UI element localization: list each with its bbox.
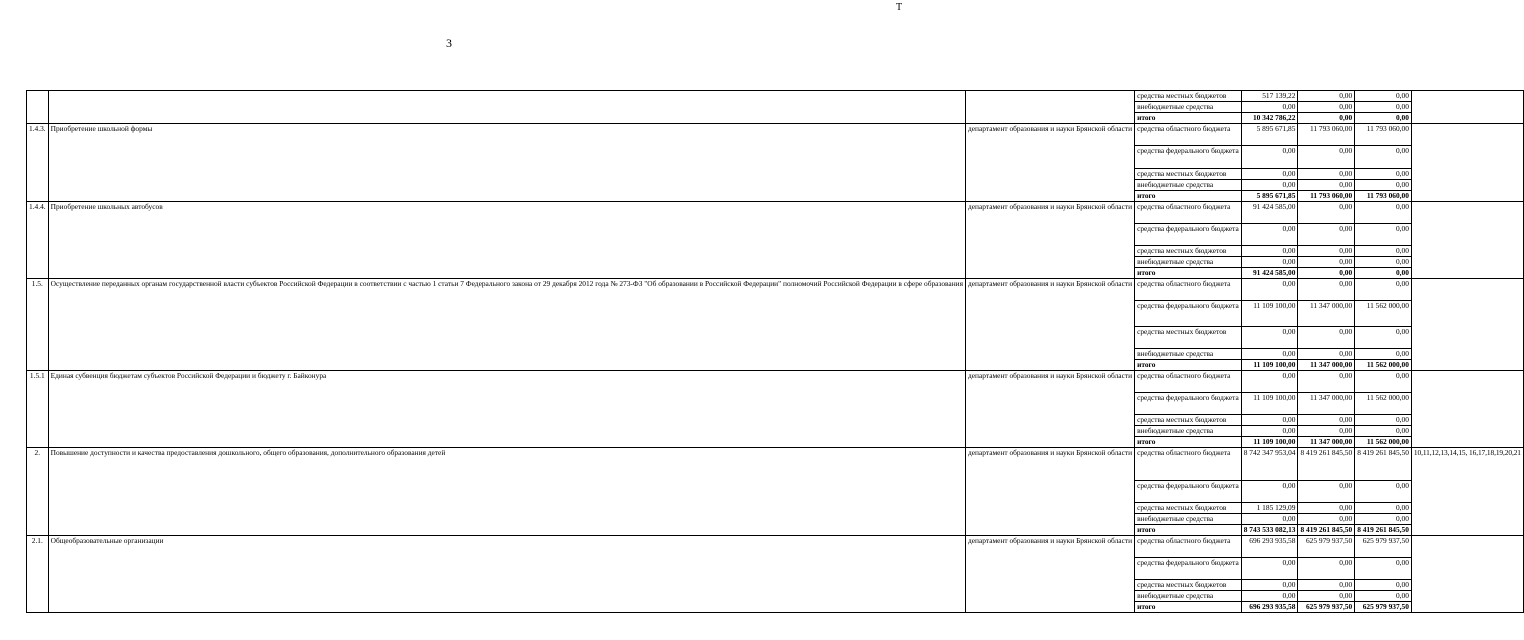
funding-source: итого: [1135, 268, 1242, 279]
corner-mark: Т: [896, 2, 903, 13]
amount-year-3: 11 793 060,00: [1355, 124, 1412, 146]
page-number: 3: [446, 36, 452, 50]
amount-year-3: 11 562 000,00: [1355, 360, 1412, 371]
amount-year-1: 11 109 100,00: [1241, 301, 1298, 327]
indicator-numbers: [1411, 536, 1523, 613]
amount-year-1: 5 895 671,85: [1241, 124, 1298, 146]
amount-year-2: 0,00: [1298, 426, 1355, 437]
amount-year-2: 0,00: [1298, 327, 1355, 349]
amount-year-3: 0,00: [1355, 202, 1412, 224]
amount-year-3: 0,00: [1355, 415, 1412, 426]
amount-year-1: 696 293 935,58: [1241, 602, 1298, 613]
amount-year-1: 517 139,22: [1241, 91, 1298, 102]
amount-year-1: 0,00: [1241, 349, 1298, 360]
funding-source: средства областного бюджета: [1135, 279, 1242, 301]
amount-year-2: 0,00: [1298, 246, 1355, 257]
row-number: 1.5.1: [27, 371, 49, 448]
amount-year-3: 0,00: [1355, 91, 1412, 102]
amount-year-1: 0,00: [1241, 371, 1298, 393]
funding-source: внебюджетные средства: [1135, 349, 1242, 360]
amount-year-2: 0,00: [1298, 180, 1355, 191]
funding-source: внебюджетные средства: [1135, 102, 1242, 113]
funding-source: итого: [1135, 360, 1242, 371]
amount-year-1: 0,00: [1241, 481, 1298, 503]
amount-year-1: 91 424 585,00: [1241, 202, 1298, 224]
amount-year-1: 0,00: [1241, 426, 1298, 437]
amount-year-2: 0,00: [1298, 169, 1355, 180]
executor-name: департамент образования и науки Брянской области: [966, 202, 1135, 279]
measure-name: [48, 91, 965, 124]
executor-name: департамент образования и науки Брянской области: [966, 371, 1135, 448]
amount-year-2: 0,00: [1298, 349, 1355, 360]
amount-year-3: 0,00: [1355, 426, 1412, 437]
funding-source: средства федерального бюджета: [1135, 393, 1242, 415]
measure-name: Повышение доступности и качества предоставления дошкольного, общего образования, дополнительного образования детей: [48, 448, 965, 536]
amount-year-3: 0,00: [1355, 481, 1412, 503]
executor-name: департамент образования и науки Брянской области: [966, 536, 1135, 613]
amount-year-2: 8 419 261 845,50: [1298, 525, 1355, 536]
measure-name: Осуществление переданных органам государственной власти субъектов Российской Федерации в соответствии с частью 1 статьи 7 Федерального закона от 29 декабря 2012 года № 273-ФЗ "Об образовании в Российской Федерации" полномочий Российской Федерации в сфере образования: [48, 279, 965, 371]
table-row: [27, 448, 1524, 481]
amount-year-3: 0,00: [1355, 169, 1412, 180]
amount-year-3: 0,00: [1355, 257, 1412, 268]
amount-year-2: 0,00: [1298, 257, 1355, 268]
table-row: [27, 279, 1524, 301]
amount-year-3: 625 979 937,50: [1355, 536, 1412, 558]
amount-year-2: 0,00: [1298, 91, 1355, 102]
funding-source: итого: [1135, 191, 1242, 202]
amount-year-2: 0,00: [1298, 102, 1355, 113]
amount-year-3: 0,00: [1355, 371, 1412, 393]
amount-year-3: 0,00: [1355, 102, 1412, 113]
amount-year-2: 11 347 000,00: [1298, 393, 1355, 415]
amount-year-1: 0,00: [1241, 580, 1298, 591]
funding-source: итого: [1135, 602, 1242, 613]
amount-year-3: 0,00: [1355, 246, 1412, 257]
measure-name: Единая субвенция бюджетам субъектов Российской Федерации и бюджету г. Байконура: [48, 371, 965, 448]
amount-year-2: 0,00: [1298, 514, 1355, 525]
amount-year-1: 5 895 671,85: [1241, 191, 1298, 202]
funding-source: средства местных бюджетов: [1135, 169, 1242, 180]
funding-source: итого: [1135, 525, 1242, 536]
indicator-numbers: [1411, 371, 1523, 448]
funding-source: внебюджетные средства: [1135, 591, 1242, 602]
amount-year-1: 11 109 100,00: [1241, 360, 1298, 371]
amount-year-1: 0,00: [1241, 514, 1298, 525]
amount-year-2: 11 347 000,00: [1298, 301, 1355, 327]
amount-year-1: 10 342 786,22: [1241, 113, 1298, 124]
amount-year-2: 0,00: [1298, 415, 1355, 426]
amount-year-3: 0,00: [1355, 580, 1412, 591]
amount-year-3: 11 562 000,00: [1355, 301, 1412, 327]
amount-year-3: 8 419 261 845,50: [1355, 525, 1412, 536]
funding-source: средства местных бюджетов: [1135, 415, 1242, 426]
amount-year-1: 0,00: [1241, 246, 1298, 257]
funding-source: средства областного бюджета: [1135, 202, 1242, 224]
table-row: [27, 202, 1524, 224]
amount-year-1: 11 109 100,00: [1241, 437, 1298, 448]
amount-year-3: 0,00: [1355, 503, 1412, 514]
indicator-numbers: 10,11,12,13,14,15, 16,17,18,19,20,21: [1411, 448, 1523, 536]
amount-year-3: 0,00: [1355, 514, 1412, 525]
amount-year-2: 0,00: [1298, 146, 1355, 169]
amount-year-1: 0,00: [1241, 279, 1298, 301]
funding-source: средства федерального бюджета: [1135, 146, 1242, 169]
executor-name: департамент образования и науки Брянской области: [966, 124, 1135, 202]
amount-year-1: 0,00: [1241, 327, 1298, 349]
amount-year-2: 0,00: [1298, 591, 1355, 602]
amount-year-1: 1 185 129,09: [1241, 503, 1298, 514]
funding-source: внебюджетные средства: [1135, 514, 1242, 525]
executor-name: [966, 91, 1135, 124]
amount-year-1: 8 743 533 082,13: [1241, 525, 1298, 536]
measure-name: Приобретение школьной формы: [48, 124, 965, 202]
amount-year-2: 0,00: [1298, 481, 1355, 503]
funding-source: внебюджетные средства: [1135, 257, 1242, 268]
row-number: 2.1.: [27, 536, 49, 613]
amount-year-1: 0,00: [1241, 180, 1298, 191]
row-number: 2.: [27, 448, 49, 536]
budget-table: [26, 90, 1524, 613]
amount-year-1: 0,00: [1241, 591, 1298, 602]
amount-year-1: 0,00: [1241, 415, 1298, 426]
row-number: 1.4.3.: [27, 124, 49, 202]
funding-source: средства местных бюджетов: [1135, 327, 1242, 349]
amount-year-2: 11 347 000,00: [1298, 360, 1355, 371]
amount-year-2: 0,00: [1298, 268, 1355, 279]
amount-year-3: 0,00: [1355, 591, 1412, 602]
funding-source: итого: [1135, 437, 1242, 448]
funding-source: средства федерального бюджета: [1135, 224, 1242, 246]
amount-year-3: 0,00: [1355, 180, 1412, 191]
funding-source: средства федерального бюджета: [1135, 301, 1242, 327]
amount-year-2: 11 793 060,00: [1298, 191, 1355, 202]
amount-year-2: 0,00: [1298, 503, 1355, 514]
amount-year-1: 0,00: [1241, 102, 1298, 113]
amount-year-1: 696 293 935,58: [1241, 536, 1298, 558]
amount-year-3: 0,00: [1355, 224, 1412, 246]
funding-source: средства местных бюджетов: [1135, 246, 1242, 257]
amount-year-2: 0,00: [1298, 371, 1355, 393]
row-number: 1.4.4.: [27, 202, 49, 279]
funding-source: средства федерального бюджета: [1135, 481, 1242, 503]
amount-year-2: 0,00: [1298, 558, 1355, 580]
amount-year-3: 8 419 261 845,50: [1355, 448, 1412, 481]
amount-year-2: 0,00: [1298, 279, 1355, 301]
amount-year-2: 11 793 060,00: [1298, 124, 1355, 146]
amount-year-1: 8 742 347 953,04: [1241, 448, 1298, 481]
funding-source: средства местных бюджетов: [1135, 503, 1242, 514]
amount-year-2: 625 979 937,50: [1298, 602, 1355, 613]
amount-year-3: 0,00: [1355, 113, 1412, 124]
amount-year-2: 11 347 000,00: [1298, 437, 1355, 448]
amount-year-2: 625 979 937,50: [1298, 536, 1355, 558]
amount-year-3: 0,00: [1355, 558, 1412, 580]
funding-source: итого: [1135, 113, 1242, 124]
amount-year-3: 0,00: [1355, 146, 1412, 169]
amount-year-1: 0,00: [1241, 169, 1298, 180]
measure-name: Общеобразовательные организации: [48, 536, 965, 613]
funding-source: средства областного бюджета: [1135, 536, 1242, 558]
funding-source: внебюджетные средства: [1135, 426, 1242, 437]
amount-year-1: 91 424 585,00: [1241, 268, 1298, 279]
table-body: [27, 91, 1524, 613]
amount-year-3: 11 793 060,00: [1355, 191, 1412, 202]
amount-year-1: 0,00: [1241, 224, 1298, 246]
amount-year-3: 11 562 000,00: [1355, 437, 1412, 448]
amount-year-2: 0,00: [1298, 202, 1355, 224]
funding-source: средства областного бюджета: [1135, 371, 1242, 393]
amount-year-3: 11 562 000,00: [1355, 393, 1412, 415]
amount-year-1: 0,00: [1241, 257, 1298, 268]
executor-name: департамент образования и науки Брянской области: [966, 279, 1135, 371]
amount-year-3: 0,00: [1355, 279, 1412, 301]
amount-year-3: 0,00: [1355, 327, 1412, 349]
amount-year-1: 0,00: [1241, 146, 1298, 169]
executor-name: департамент образования и науки Брянской области: [966, 448, 1135, 536]
amount-year-3: 625 979 937,50: [1355, 602, 1412, 613]
funding-source: средства федерального бюджета: [1135, 558, 1242, 580]
amount-year-2: 0,00: [1298, 113, 1355, 124]
funding-source: средства областного бюджета: [1135, 124, 1242, 146]
amount-year-2: 8 419 261 845,50: [1298, 448, 1355, 481]
table-row: [27, 91, 1524, 102]
measure-name: Приобретение школьных автобусов: [48, 202, 965, 279]
table-row: [27, 124, 1524, 146]
amount-year-3: 0,00: [1355, 349, 1412, 360]
row-number: 1.5.: [27, 279, 49, 371]
amount-year-3: 0,00: [1355, 268, 1412, 279]
funding-source: внебюджетные средства: [1135, 180, 1242, 191]
funding-source: средства местных бюджетов: [1135, 91, 1242, 102]
funding-source: средства областного бюджета: [1135, 448, 1242, 481]
amount-year-1: 11 109 100,00: [1241, 393, 1298, 415]
amount-year-1: 0,00: [1241, 558, 1298, 580]
indicator-numbers: [1411, 91, 1523, 124]
row-number: [27, 91, 49, 124]
amount-year-2: 0,00: [1298, 224, 1355, 246]
indicator-numbers: [1411, 279, 1523, 371]
table-row: [27, 536, 1524, 558]
indicator-numbers: [1411, 202, 1523, 279]
amount-year-2: 0,00: [1298, 580, 1355, 591]
indicator-numbers: [1411, 124, 1523, 202]
table-row: [27, 371, 1524, 393]
funding-source: средства местных бюджетов: [1135, 580, 1242, 591]
